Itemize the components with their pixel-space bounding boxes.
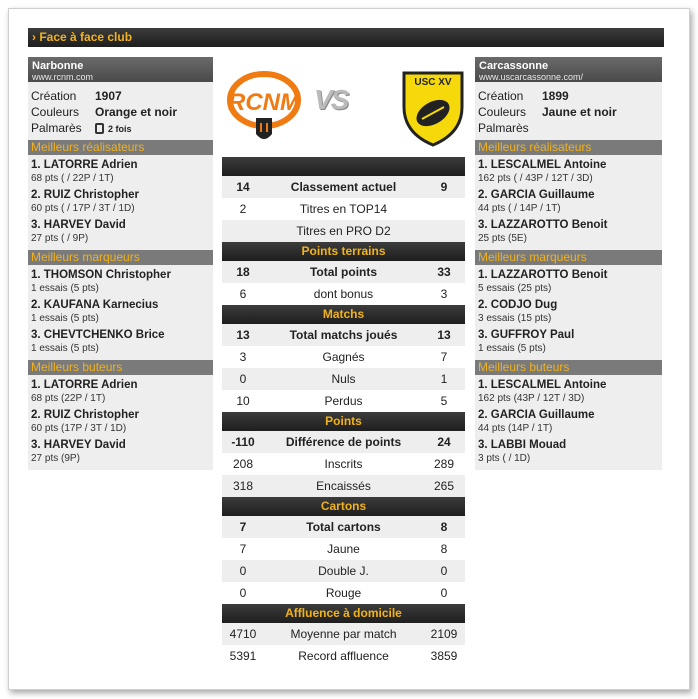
right-value: 24 — [437, 435, 451, 449]
left-club-header — [28, 57, 213, 82]
player-name-link[interactable]: 1. LATORRE Adrien — [31, 159, 138, 171]
vs-text: VS — [314, 84, 348, 115]
row-label: Classement actuel — [290, 180, 397, 194]
table-section-title: Cartons — [222, 497, 465, 516]
table-row — [222, 645, 465, 667]
row-label: Titres en TOP14 — [299, 202, 388, 216]
row-label: Nuls — [331, 372, 356, 386]
right-club-info — [475, 82, 662, 140]
left-player-sections — [28, 140, 213, 470]
player-stat: 162 pts ( / 43P / 12T / 3D) — [478, 173, 593, 184]
row-label: dont bonus — [313, 287, 374, 301]
player-name-link[interactable]: 3. HARVEY David — [31, 219, 126, 231]
list-item — [31, 158, 210, 185]
table-row — [222, 475, 465, 497]
player-name-link[interactable]: 2. GARCIA Guillaume — [478, 409, 595, 421]
player-stat: 44 pts (14P / 1T) — [478, 423, 553, 434]
section-title: Meilleurs buteurs — [475, 360, 662, 375]
list-item — [31, 188, 210, 215]
left-value: 208 — [232, 457, 254, 471]
player-name-link[interactable]: 1. LESCALMEL Antoine — [478, 159, 607, 171]
page-title-bar — [28, 28, 664, 47]
list-item — [478, 158, 659, 185]
list-item — [478, 438, 659, 465]
table-row — [222, 390, 465, 412]
list-item — [31, 408, 210, 435]
list-item — [478, 408, 659, 435]
right-value: 13 — [437, 328, 451, 342]
player-name-link[interactable]: 1. LESCALMEL Antoine — [478, 379, 607, 391]
right-club-panel — [475, 57, 662, 470]
left-value: 3 — [239, 350, 247, 364]
row-label: Perdus — [324, 394, 363, 408]
player-name-link[interactable]: 2. KAUFANA Karnecius — [31, 299, 159, 311]
row-label: Différence de points — [285, 435, 402, 449]
list-item — [31, 218, 210, 245]
player-stat: 68 pts (22P / 1T) — [31, 393, 106, 404]
player-name-link[interactable]: 2. RUIZ Christopher — [31, 189, 139, 201]
player-name-link[interactable]: 1. THOMSON Christopher — [31, 269, 171, 281]
table-row — [222, 453, 465, 475]
section-title: Meilleurs réalisateurs — [475, 140, 662, 155]
left-value: 4710 — [229, 627, 257, 641]
list-item — [31, 438, 210, 465]
row-label: Gagnés — [322, 350, 365, 364]
left-value: 7 — [239, 520, 247, 534]
right-value: 0 — [440, 564, 448, 578]
player-stat: 1 essais (5 pts) — [478, 343, 546, 354]
left-couleurs-value: Orange et noir — [95, 105, 178, 119]
row-label: Total points — [309, 265, 378, 279]
left-palmares-value: 2 fois — [108, 124, 132, 134]
player-stat: 3 pts ( / 1D) — [478, 453, 531, 464]
left-value: 13 — [236, 328, 250, 342]
right-value: 0 — [440, 586, 448, 600]
table-group — [222, 261, 465, 305]
row-label: Total cartons — [306, 520, 381, 534]
player-stat: 44 pts ( / 14P / 1T) — [478, 203, 561, 214]
table-row — [222, 582, 465, 604]
left-club-panel — [28, 57, 213, 470]
player-stat: 162 pts (43P / 12T / 3D) — [478, 393, 585, 404]
right-club-header — [475, 57, 662, 82]
right-value: 33 — [437, 265, 451, 279]
player-stat: 1 essais (5 pts) — [31, 343, 99, 354]
list-item — [478, 188, 659, 215]
right-value: 3 — [440, 287, 448, 301]
left-value: 10 — [236, 394, 250, 408]
player-list — [28, 265, 213, 360]
section-title: Meilleurs marqueurs — [28, 250, 213, 265]
player-name-link[interactable]: 1. LATORRE Adrien — [31, 379, 138, 391]
rcnm-logo[interactable] — [224, 68, 302, 146]
row-label: Titres en PRO D2 — [296, 224, 391, 238]
player-stat: 68 pts ( / 22P / 1T) — [31, 173, 114, 184]
right-value: 1 — [440, 372, 448, 386]
section-title: Meilleurs réalisateurs — [28, 140, 213, 155]
table-row — [222, 261, 465, 283]
row-label: Rouge — [325, 586, 362, 600]
table-row — [222, 346, 465, 368]
table-header-bar — [222, 157, 465, 176]
list-item — [478, 378, 659, 405]
logos-area — [222, 62, 465, 152]
row-label: Double J. — [318, 564, 369, 578]
row-label: Inscrits — [324, 457, 363, 471]
palmares-label: Palmarès — [478, 121, 529, 135]
player-name-link[interactable]: 3. GUFFROY Paul — [478, 329, 575, 341]
creation-label: Création — [31, 89, 77, 103]
right-value: 8 — [440, 542, 448, 556]
right-value — [423, 198, 465, 220]
left-value: 0 — [239, 586, 247, 600]
left-value: 0 — [239, 564, 247, 578]
right-value: 9 — [440, 180, 448, 194]
row-label: Encaissés — [316, 479, 371, 493]
usc-logo-text: USC XV — [414, 77, 452, 88]
table-row — [222, 283, 465, 305]
left-value: 7 — [239, 542, 247, 556]
creation-label: Création — [478, 89, 524, 103]
left-value: 14 — [236, 180, 250, 194]
right-value — [423, 220, 465, 242]
table-row — [222, 368, 465, 390]
player-stat: 60 pts (17P / 3T / 1D) — [31, 423, 127, 434]
list-item — [478, 218, 659, 245]
left-value: 5391 — [229, 649, 257, 663]
list-item — [31, 328, 210, 355]
right-value: 5 — [440, 394, 448, 408]
list-item — [478, 328, 659, 355]
player-stat: 27 pts (9P) — [31, 453, 80, 464]
player-name-link[interactable]: 1. LAZZAROTTO Benoit — [478, 269, 608, 281]
right-value: 289 — [433, 457, 455, 471]
player-stat: 25 pts (5E) — [478, 233, 527, 244]
right-couleurs-value: Jaune et noir — [542, 105, 617, 119]
right-club-name: Carcassonne — [479, 60, 549, 72]
row-label: Jaune — [327, 542, 360, 556]
player-name-link[interactable]: 3. CHEVTCHENKO Brice — [31, 329, 165, 341]
left-club-url-link[interactable]: www.rcnm.com — [32, 72, 94, 82]
table-group — [222, 176, 465, 242]
left-value: 318 — [232, 479, 254, 493]
left-value: 2 — [239, 202, 247, 216]
left-value — [222, 220, 264, 242]
rcnm-logo-text: RCNM — [228, 89, 300, 116]
list-item — [31, 378, 210, 405]
table-row — [222, 516, 465, 538]
table-section-title: Matchs — [222, 305, 465, 324]
left-value: -110 — [231, 435, 255, 449]
left-value: 6 — [239, 287, 247, 301]
list-item — [31, 268, 210, 295]
table-section-title: Affluence à domicile — [222, 604, 465, 623]
table-row — [222, 324, 465, 346]
right-player-sections — [475, 140, 662, 470]
table-row — [222, 198, 465, 220]
right-value: 8 — [440, 520, 448, 534]
list-item — [478, 298, 659, 325]
table-row — [222, 176, 465, 198]
player-name-link[interactable]: 3. LABBI Mouad — [478, 439, 567, 451]
player-stat: 5 essais (25 pts) — [478, 283, 552, 294]
right-value: 7 — [440, 350, 448, 364]
list-item — [478, 268, 659, 295]
player-list — [475, 265, 662, 360]
player-name-link[interactable]: 2. GARCIA Guillaume — [478, 189, 595, 201]
comparison-table — [222, 157, 465, 667]
table-row — [222, 220, 465, 242]
palmares-label: Palmarès — [31, 121, 82, 135]
table-group — [222, 324, 465, 412]
player-stat: 3 essais (15 pts) — [478, 313, 552, 324]
table-row — [222, 538, 465, 560]
row-label: Record affluence — [298, 649, 389, 663]
couleurs-label: Couleurs — [478, 105, 527, 119]
player-name-link[interactable]: 2. CODJO Dug — [478, 299, 558, 311]
player-name-link[interactable]: 2. RUIZ Christopher — [31, 409, 139, 421]
left-club-name: Narbonne — [32, 60, 84, 72]
table-group — [222, 623, 465, 667]
player-name-link[interactable]: 3. HARVEY David — [31, 439, 126, 451]
section-title: Meilleurs marqueurs — [475, 250, 662, 265]
player-list — [28, 155, 213, 250]
player-list — [475, 155, 662, 250]
player-list — [28, 375, 213, 470]
table-row — [222, 560, 465, 582]
row-label: Total matchs joués — [289, 328, 398, 342]
player-name-link[interactable]: 3. LAZZAROTTO Benoit — [478, 219, 608, 231]
left-value: 0 — [239, 372, 247, 386]
right-value: 3859 — [430, 649, 458, 663]
player-stat: 1 essais (5 pts) — [31, 283, 99, 294]
table-section-title: Points terrains — [222, 242, 465, 261]
section-title: Meilleurs buteurs — [28, 360, 213, 375]
player-stat: 1 essais (5 pts) — [31, 313, 99, 324]
couleurs-label: Couleurs — [31, 105, 80, 119]
player-list — [475, 375, 662, 470]
player-stat: 60 pts ( / 17P / 3T / 1D) — [31, 203, 135, 214]
right-club-url-link[interactable]: www.uscarcassonne.com/ — [479, 72, 584, 82]
left-value: 18 — [236, 265, 250, 279]
table-section-title: Points — [222, 412, 465, 431]
usc-logo[interactable] — [400, 67, 466, 147]
list-item — [31, 298, 210, 325]
right-value: 265 — [433, 479, 455, 493]
table-row — [222, 623, 465, 645]
left-creation-value: 1907 — [95, 89, 122, 103]
row-label: Moyenne par match — [290, 627, 397, 641]
page-title: › Face à face club — [32, 30, 133, 44]
right-value: 2109 — [430, 627, 458, 641]
right-creation-value: 1899 — [542, 89, 569, 103]
trophy-icon — [95, 123, 104, 134]
table-group — [222, 516, 465, 604]
left-club-info — [28, 82, 213, 140]
table-group — [222, 431, 465, 497]
player-stat: 27 pts ( / 9P) — [31, 233, 89, 244]
table-row — [222, 431, 465, 453]
